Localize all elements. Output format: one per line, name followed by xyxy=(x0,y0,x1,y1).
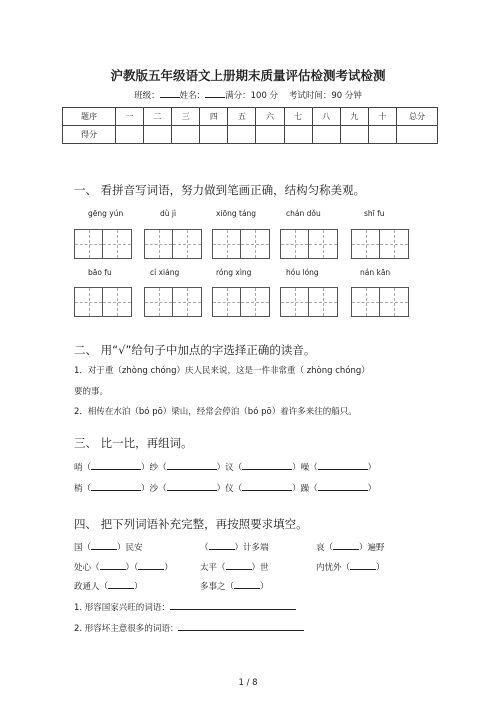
text: ） xyxy=(376,563,385,573)
section2-heading: 二、 用“√”给句子中加点的字选择正确的读音。 xyxy=(74,343,316,357)
pinyin-6: bāo fu xyxy=(88,268,112,277)
answer-blank[interactable] xyxy=(242,461,292,470)
pinyin-9: hóu lóng xyxy=(286,268,319,277)
writing-box[interactable] xyxy=(212,229,270,259)
page-title: 沪教版五年级语文上册期末质量评估检测考试检测 xyxy=(110,68,386,83)
score-table-header xyxy=(63,108,438,126)
writing-box[interactable] xyxy=(74,229,132,259)
answer-blank[interactable] xyxy=(91,482,141,491)
s4-r1-c xyxy=(316,541,385,553)
s4-r1-b xyxy=(200,541,269,553)
s4-r2-c xyxy=(316,561,385,573)
pinyin-8: róng xìng xyxy=(216,268,252,277)
text: ） xyxy=(260,582,269,592)
text: 内忧外（ xyxy=(316,563,351,573)
s3-char: 议 xyxy=(225,463,234,473)
score-cell[interactable] xyxy=(144,126,172,144)
pinyin-10: nán kān xyxy=(360,268,391,277)
writing-box[interactable] xyxy=(280,287,338,317)
s4-r2-a xyxy=(74,561,173,573)
s4-q2 xyxy=(74,622,304,634)
text: 处心（ xyxy=(74,563,100,573)
section3-heading: 三、 比一比，再组词。 xyxy=(74,436,193,450)
score-table-row xyxy=(63,126,438,144)
text: 1. 形容国家兴旺的词语： xyxy=(74,603,170,613)
answer-blank[interactable] xyxy=(138,561,164,570)
text: ）遍野 xyxy=(359,543,385,553)
answer-blank[interactable] xyxy=(108,580,134,589)
s3-row2: 梢（ ）沙（ ）仪（ ）躁（ ） xyxy=(74,484,377,494)
text: ）计多端 xyxy=(234,543,269,553)
pinyin-1: gēng yún xyxy=(88,209,124,218)
header-cell: 十 xyxy=(368,108,396,126)
header-cell: 九 xyxy=(340,108,368,126)
answer-blank[interactable] xyxy=(209,541,235,550)
pinyin-2: dù jì xyxy=(160,209,177,218)
s3-char: 噪 xyxy=(300,463,310,473)
name-blank xyxy=(205,89,225,98)
writing-box[interactable] xyxy=(351,287,409,317)
score-cell[interactable] xyxy=(340,126,368,144)
score-cell[interactable] xyxy=(116,126,144,144)
header-cell: 四 xyxy=(200,108,228,126)
header-cell: 六 xyxy=(256,108,284,126)
s4-r1-a xyxy=(74,541,143,553)
score-cell[interactable] xyxy=(200,126,228,144)
header-cell: 三 xyxy=(172,108,200,126)
score-table xyxy=(62,107,438,144)
text: （ xyxy=(200,543,209,553)
answer-blank[interactable] xyxy=(234,580,260,589)
header-cell: 八 xyxy=(312,108,340,126)
s3-char: 梢 xyxy=(74,484,83,494)
writing-box[interactable] xyxy=(144,287,202,317)
answer-blank[interactable] xyxy=(100,561,126,570)
text: ）（ xyxy=(125,563,139,573)
writing-box[interactable] xyxy=(212,287,270,317)
pinyin-3: xiōng táng xyxy=(216,209,257,218)
header-cell: 五 xyxy=(228,108,256,126)
header-cell: 二 xyxy=(144,108,172,126)
s3-char: 纱 xyxy=(149,463,159,473)
score-cell[interactable] xyxy=(228,126,256,144)
s4-q1 xyxy=(74,601,296,613)
header-cell: 一 xyxy=(116,108,144,126)
text: ） xyxy=(134,582,143,592)
header-cell: 题序 xyxy=(63,108,116,126)
s3-char: 仪 xyxy=(225,484,234,494)
exam-time: 考试时间：90 分钟 xyxy=(288,91,362,101)
answer-blank[interactable] xyxy=(318,461,368,470)
text: ） xyxy=(164,563,173,573)
answer-blank[interactable] xyxy=(91,541,117,550)
score-cell[interactable] xyxy=(312,126,340,144)
page-number: 1 / 8 xyxy=(238,678,258,688)
answer-blank[interactable] xyxy=(350,561,376,570)
answer-blank[interactable] xyxy=(333,541,359,550)
header-cell: 七 xyxy=(284,108,312,126)
answer-blank[interactable] xyxy=(170,601,296,610)
answer-blank[interactable] xyxy=(167,461,217,470)
answer-blank[interactable] xyxy=(242,482,292,491)
class-label: 班级： xyxy=(134,91,160,101)
answer-blank[interactable] xyxy=(318,482,368,491)
writing-box[interactable] xyxy=(74,287,132,317)
score-cell[interactable] xyxy=(284,126,312,144)
header-cell: 总分 xyxy=(397,108,438,126)
name-label: 姓名： xyxy=(179,91,206,101)
pinyin-5: shī fu xyxy=(364,209,385,218)
score-cell[interactable] xyxy=(256,126,284,144)
text: 政通人（ xyxy=(74,582,109,592)
answer-blank[interactable] xyxy=(226,561,252,570)
answer-blank[interactable] xyxy=(167,482,217,491)
answer-blank[interactable] xyxy=(178,622,304,631)
text: ）世 xyxy=(251,563,269,573)
s3-char: 哨 xyxy=(74,463,83,473)
pinyin-4: chán dǒu xyxy=(286,209,321,218)
s4-r3-b xyxy=(200,580,269,592)
s2-line1: 1．对于重（zhòng chóng）庆人民来说，这是一件非常重（ zhòng chóng） xyxy=(74,366,370,376)
s3-char: 躁 xyxy=(300,484,310,494)
section1-heading: 一、 看拼音写词语，努力做到笔画正确，结构匀称美观。 xyxy=(74,183,366,197)
s2-line1b: 要的事。 xyxy=(74,387,109,397)
text: 多事之（ xyxy=(200,582,235,592)
full-score: 满分：100 分 xyxy=(225,91,279,101)
s3-row1: 哨（ ）纱（ ）议（ ）噪（ ） xyxy=(74,463,377,473)
s3-char: 沙 xyxy=(149,484,159,494)
writing-box[interactable] xyxy=(351,229,409,259)
text: 2. 形容坏主意很多的词语： xyxy=(74,624,179,634)
section4-heading: 四、 把下列词语补充完整，再按照要求填空。 xyxy=(74,517,308,531)
class-blank xyxy=(160,89,180,98)
score-cell[interactable] xyxy=(368,126,396,144)
pinyin-7: cí xiáng xyxy=(150,268,180,277)
answer-blank[interactable] xyxy=(91,461,141,470)
writing-box[interactable] xyxy=(280,229,338,259)
s2-line2: 2．相传在水泊（bó pō）梁山，经常会停泊（bó pō）着许多来往的船只。 xyxy=(74,407,357,417)
s4-r2-b xyxy=(200,561,269,573)
exam-meta xyxy=(0,89,496,101)
score-cell[interactable] xyxy=(397,126,438,144)
score-cell[interactable] xyxy=(172,126,200,144)
text: ）民安 xyxy=(117,543,143,553)
text: 哀（ xyxy=(316,543,334,553)
writing-box[interactable] xyxy=(144,229,202,259)
text: 国（ xyxy=(74,543,92,553)
row-label: 得分 xyxy=(63,126,116,144)
s4-r3-a xyxy=(74,580,143,592)
text: 太平（ xyxy=(200,563,226,573)
